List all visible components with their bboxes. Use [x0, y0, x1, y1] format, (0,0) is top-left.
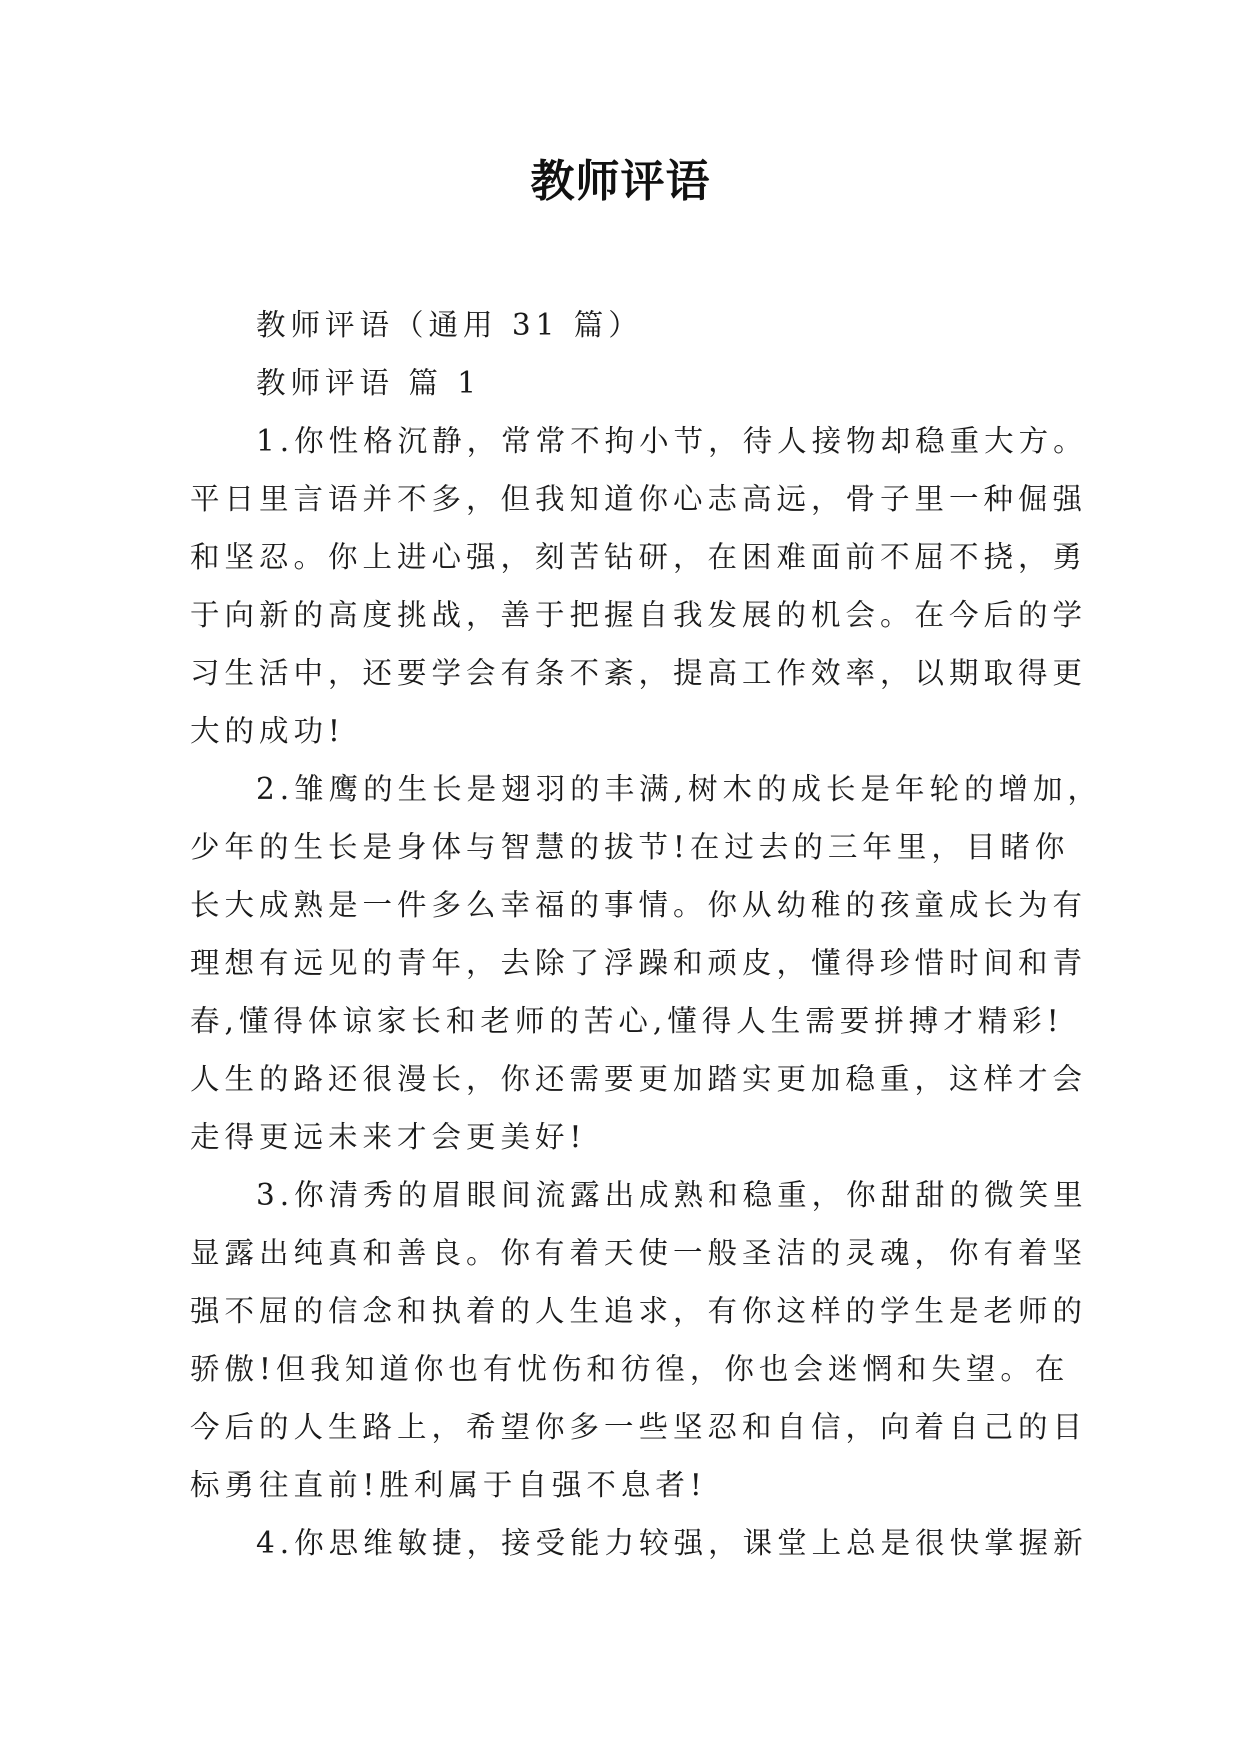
- text-line: 3.你清秀的眉眼间流露出成熟和稳重，你甜甜的微笑里: [256, 1178, 1088, 1212]
- text-line: 平日里言语并不多，但我知道你心志高远，骨子里一种倔强: [190, 482, 1088, 516]
- text-line: 长大成熟是一件多么幸福的事情。你从幼稚的孩童成长为有: [190, 888, 1088, 922]
- text-line: 人生的路还很漫长，你还需要更加踏实更加稳重，这样才会: [190, 1062, 1088, 1096]
- text-line: 1.你性格沉静，常常不拘小节，待人接物却稳重大方。: [256, 424, 1088, 458]
- text-line: 教师评语 篇 1: [256, 366, 482, 400]
- text-line: 理想有远见的青年，去除了浮躁和顽皮，懂得珍惜时间和青: [190, 946, 1088, 980]
- text-line: 大的成功!: [190, 714, 345, 748]
- document-body: [190, 296, 1103, 1572]
- text-line: 4.你思维敏捷，接受能力较强，课堂上总是很快掌握新: [256, 1526, 1088, 1560]
- text-line: 今后的人生路上，希望你多一些坚忍和自信，向着自己的目: [190, 1410, 1088, 1444]
- text-line: 走得更远未来才会更美好!: [190, 1120, 587, 1154]
- text-line: 强不屈的信念和执着的人生追求，有你这样的学生是老师的: [190, 1294, 1088, 1328]
- document-title: 教师评语: [530, 156, 711, 207]
- text-line: 骄傲!但我知道你也有忧伤和彷徨，你也会迷惘和失望。在: [190, 1352, 1070, 1386]
- text-line: 和坚忍。你上进心强，刻苦钻研，在困难面前不屈不挠，勇: [190, 540, 1088, 574]
- text-line: 显露出纯真和善良。你有着天使一般圣洁的灵魂，你有着坚: [190, 1236, 1088, 1270]
- text-line: 教师评语（通用 31 篇）: [256, 308, 643, 342]
- text-line: 少年的生长是身体与智慧的拔节!在过去的三年里，目睹你: [190, 830, 1070, 864]
- text-line: 春,懂得体谅家长和老师的苦心,懂得人生需要拼搏才精彩!: [190, 1004, 1064, 1038]
- text-line: 2.雏鹰的生长是翅羽的丰满,树木的成长是年轮的增加，: [256, 772, 1103, 806]
- text-line: 于向新的高度挑战，善于把握自我发展的机会。在今后的学: [190, 598, 1088, 632]
- text-line: 标勇往直前!胜利属于自强不息者!: [190, 1468, 707, 1502]
- text-line: 习生活中，还要学会有条不紊，提高工作效率，以期取得更: [190, 656, 1088, 690]
